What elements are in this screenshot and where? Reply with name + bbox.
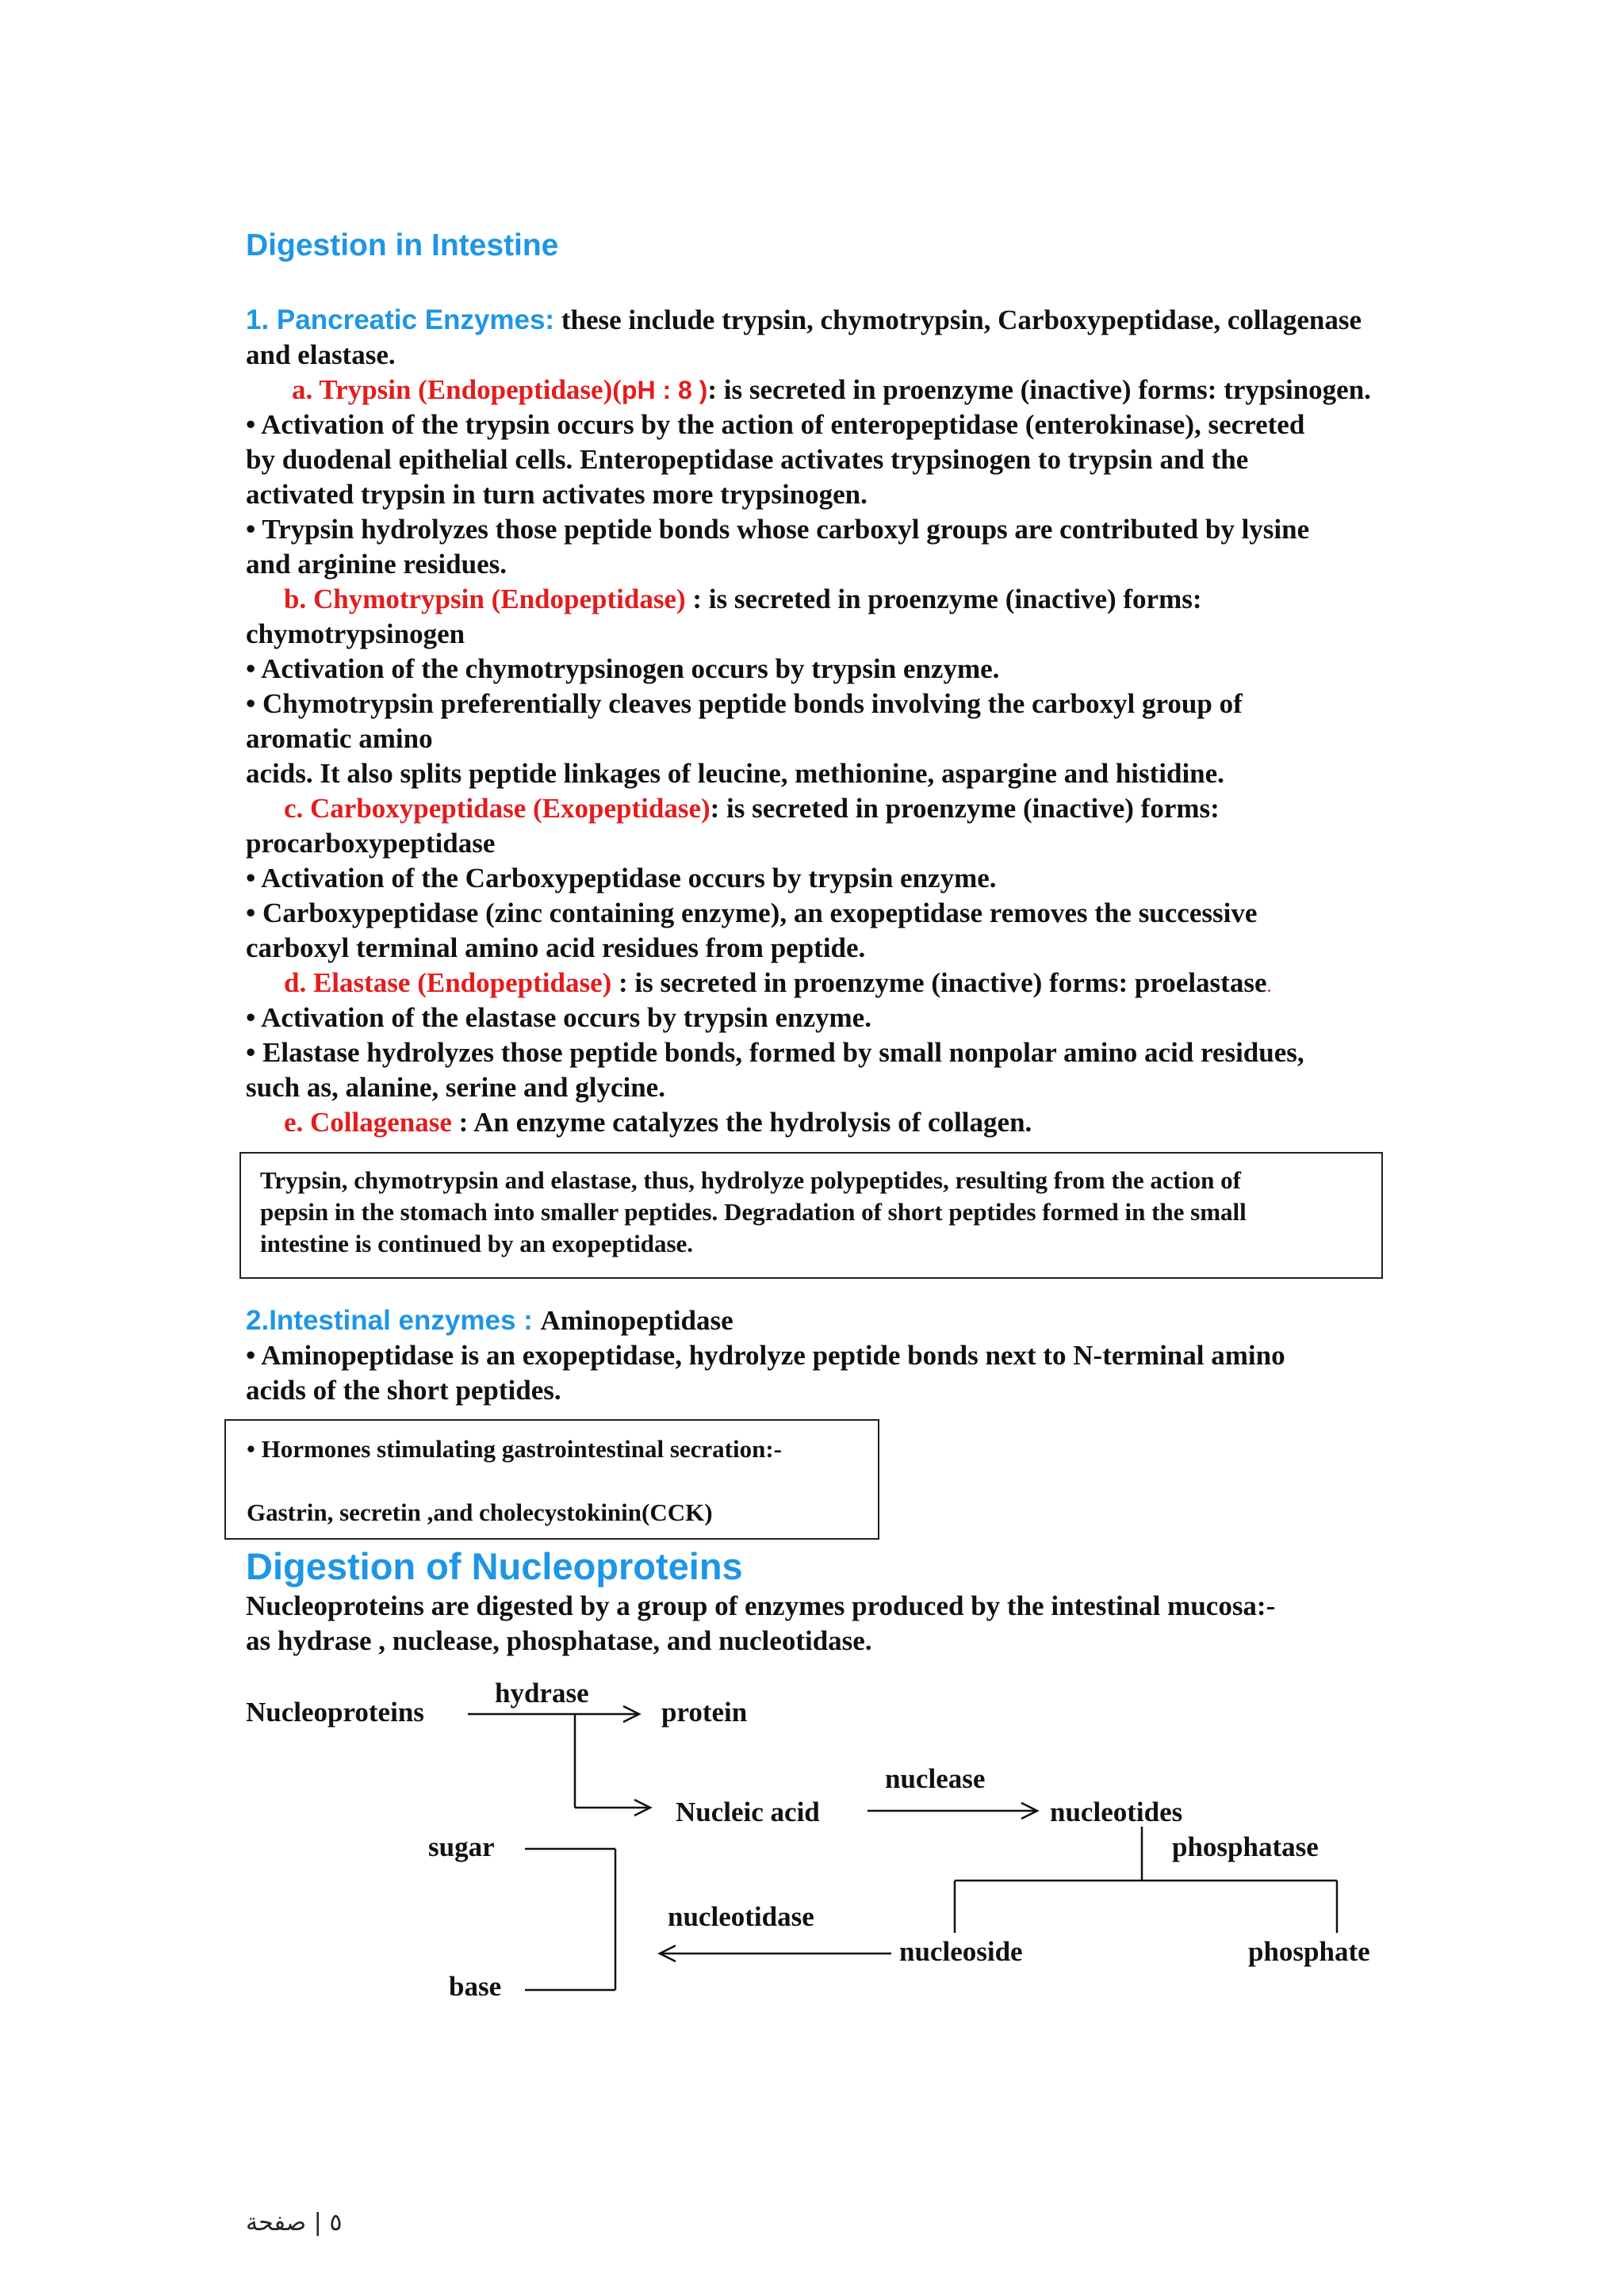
label-phosphatase: phosphatase xyxy=(1172,1831,1319,1862)
summary-line: intestine is continued by an exopeptidase. xyxy=(260,1230,694,1257)
carboxypeptidase-label: c. Carboxypeptidase (Exopeptidase) xyxy=(284,793,710,824)
trypsin-rest: : is secreted in proenzyme (inactive) forms: trypsinogen. xyxy=(707,374,1371,405)
hormone-line: Gastrin, secretin ,and cholecystokinin(CCK) xyxy=(247,1498,713,1526)
carboxypeptidase-line: procarboxypeptidase xyxy=(246,828,496,859)
pancreatic-intro-line2: and elastase. xyxy=(246,339,396,370)
chymotrypsin-line: acids. It also splits peptide linkages of leucine, methionine, aspargine and histidine. xyxy=(246,758,1224,789)
carboxypeptidase-rest: : is secreted in proenzyme (inactive) forms: xyxy=(710,793,1220,824)
carboxypeptidase-line: • Activation of the Carboxypeptidase occurs by trypsin enzyme. xyxy=(246,863,997,894)
chymotrypsin-line: • Chymotrypsin preferentially cleaves peptide bonds involving the carboxyl group of xyxy=(246,688,1243,719)
carboxypeptidase-line: • Carboxypeptidase (zinc containing enzyme), an exopeptidase removes the successive xyxy=(246,897,1258,928)
summary-line: pepsin in the stomach into smaller peptides. Degradation of short peptides formed in the small xyxy=(260,1198,1247,1226)
elastase-line: • Activation of the elastase occurs by trypsin enzyme. xyxy=(246,1002,871,1033)
trypsin-line: • Trypsin hydrolyzes those peptide bonds whose carboxyl groups are contributed by lysine xyxy=(246,514,1310,545)
chymotrypsin-line: aromatic amino xyxy=(246,723,433,754)
chymotrypsin-label: b. Chymotrypsin (Endopeptidase) xyxy=(284,584,686,614)
label-base: base xyxy=(449,1971,502,2002)
elastase-line: such as, alanine, serine and glycine. xyxy=(246,1072,665,1103)
label-hydrase: hydrase xyxy=(495,1678,589,1709)
elastase-label: d. Elastase (Endopeptidase) xyxy=(284,967,612,998)
label-protein: protein xyxy=(661,1697,748,1728)
trypsin-line: activated trypsin in turn activates more trypsinogen. xyxy=(246,479,868,510)
label-nucleic-acid: Nucleic acid xyxy=(676,1797,820,1827)
page-word: صفحة xyxy=(246,2209,307,2237)
intestinal-line: • Aminopeptidase is an exopeptidase, hydrolyze peptide bonds next to N-terminal amino xyxy=(246,1340,1285,1371)
label-phosphate: phosphate xyxy=(1248,1936,1370,1967)
footer-separator: | xyxy=(313,2209,322,2237)
trypsin-line: and arginine residues. xyxy=(246,549,507,580)
trypsin-ph: pH : 8 ) xyxy=(621,376,708,404)
page-number: ٥ xyxy=(329,2209,343,2237)
carboxypeptidase-line: carboxyl terminal amino acid residues from peptide. xyxy=(246,932,866,963)
page-footer xyxy=(246,2209,342,2237)
pancreatic-heading: 1. Pancreatic Enzymes: xyxy=(246,304,555,335)
section-title-intestine: Digestion in Intestine xyxy=(246,228,559,262)
intestinal-line: acids of the short peptides. xyxy=(246,1375,561,1406)
elastase-period: . xyxy=(1266,976,1272,997)
label-nucleotides: nucleotides xyxy=(1050,1797,1183,1827)
intestinal-heading: 2.Intestinal enzymes : xyxy=(246,1305,541,1336)
summary-line: Trypsin, chymotrypsin and elastase, thus, hydrolyze polypeptides, resulting from the action of xyxy=(260,1166,1241,1194)
elastase-line: • Elastase hydrolyzes those peptide bonds, formed by small nonpolar amino acid residues, xyxy=(246,1037,1304,1068)
label-nucleoproteins: Nucleoproteins xyxy=(246,1697,424,1728)
section-title-nucleoproteins: Digestion of Nucleoproteins xyxy=(246,1545,743,1587)
label-sugar: sugar xyxy=(428,1831,495,1862)
label-nuclease: nuclease xyxy=(885,1763,986,1794)
chymotrypsin-line: • Activation of the chymotrypsinogen occurs by trypsin enzyme. xyxy=(246,653,1000,684)
chymotrypsin-line: chymotrypsinogen xyxy=(246,618,465,649)
label-nucleotidase: nucleotidase xyxy=(668,1901,814,1932)
trypsin-line: • Activation of the trypsin occurs by the action of enteropeptidase (enterokinase), secreted xyxy=(246,409,1305,440)
nucleoproteins-line: as hydrase , nuclease, phosphatase, and nucleotidase. xyxy=(246,1625,872,1656)
intestinal-rest: Aminopeptidase xyxy=(540,1305,733,1336)
label-nucleoside: nucleoside xyxy=(899,1936,1023,1967)
trypsin-line: by duodenal epithelial cells. Enteropeptidase activates trypsinogen to trypsin and the xyxy=(246,444,1249,475)
hormone-line: • Hormones stimulating gastrointestinal secration:- xyxy=(247,1435,783,1463)
collagenase-label: e. Collagenase xyxy=(284,1107,452,1138)
chymotrypsin-rest: : is secreted in proenzyme (inactive) forms: xyxy=(685,584,1202,614)
collagenase-rest: : An enzyme catalyzes the hydrolysis of collagen. xyxy=(451,1107,1032,1138)
nucleoproteins-line: Nucleoproteins are digested by a group of enzymes produced by the intestinal mucosa:- xyxy=(246,1590,1276,1621)
trypsin-label: a. Trypsin (Endopeptidase)( xyxy=(292,374,622,405)
elastase-rest: : is secreted in proenzyme (inactive) forms: proelastase xyxy=(611,967,1267,998)
pancreatic-intro-text: these include trypsin, chymotrypsin, Carboxypeptidase, collagenase xyxy=(554,304,1362,335)
